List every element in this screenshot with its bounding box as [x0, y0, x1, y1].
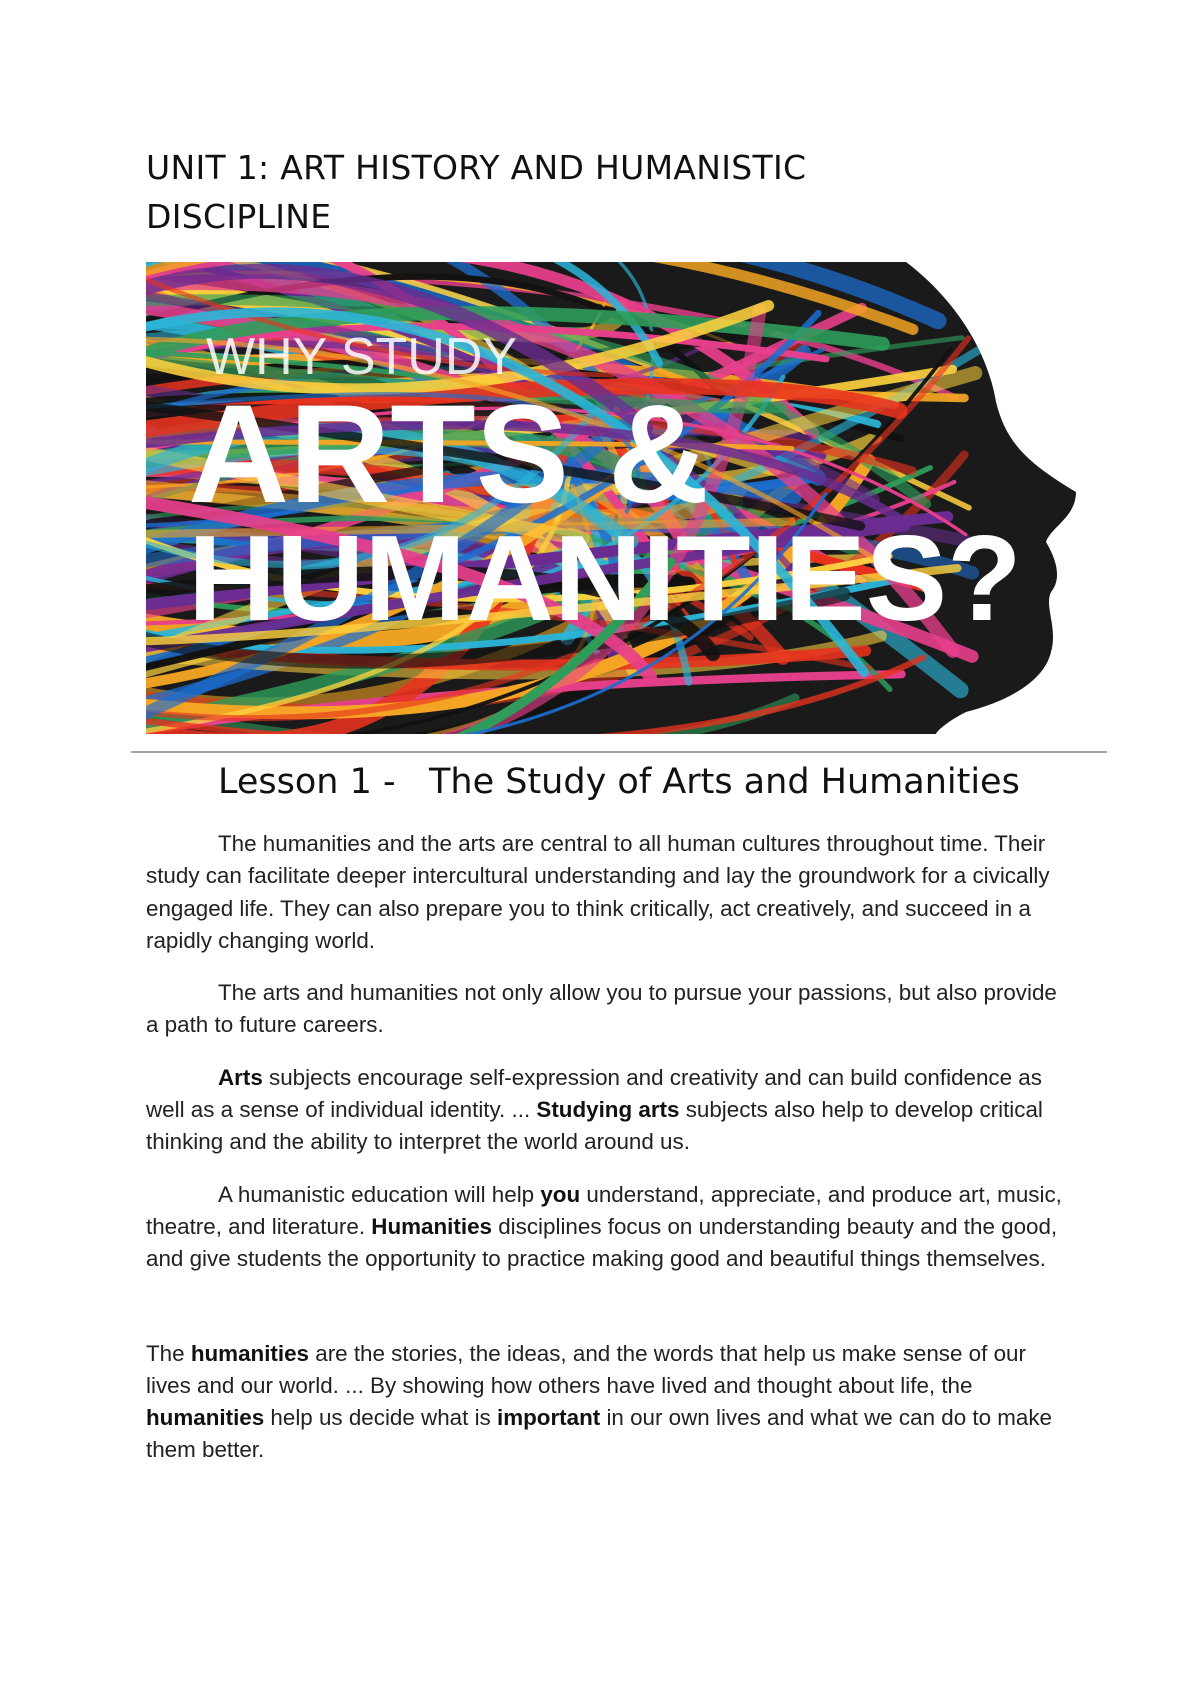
paragraph-3: Arts subjects encourage self-expression and creativity and can build confidence as well as a sense of individual identity. ... Studying arts subjects also help to develop critical thinking and the ability to interpret the world around us.	[146, 1064, 1043, 1155]
bold-studying-arts: Studying arts	[536, 1097, 680, 1123]
bold-arts: Arts	[218, 1064, 263, 1090]
bold-humanities: Humanities	[371, 1213, 492, 1239]
banner-image	[146, 262, 1083, 734]
paragraph-2: The arts and humanities not only allow you to pursue your passions, but also provide a path to future careers.	[146, 980, 1057, 1038]
bold-humanities-1: humanities	[190, 1340, 310, 1366]
banner-line-why-study: WHY STUDY	[206, 328, 518, 386]
unit-title: UNIT 1: ART HISTORY AND HUMANISTIC DISCIPLINE	[146, 148, 807, 236]
lesson-body	[146, 828, 1071, 1487]
banner-artwork	[146, 262, 1083, 734]
bold-you: you	[540, 1181, 581, 1207]
paragraph-5: The humanities are the stories, the ideas, and the words that help us make sense of our lives and our world. ... By showing how others have lived and thought about life, the humanities help us decide what is important in our own lives and what we can do to make them better.	[146, 1340, 1053, 1463]
paragraph-1: The humanities and the arts are central to all human cultures throughout time. Their study can facilitate deeper intercultural understanding and lay the groundwork for a civically engaged life. They can also prepare you to think critically, act creatively, and succeed in a rapidly changing world.	[146, 831, 1050, 953]
bold-important: important	[496, 1405, 601, 1431]
banner-line-humanities: HUMANITIES?	[188, 510, 1022, 646]
paragraph-4: A humanistic education will help you understand, appreciate, and produce art, music, theatre, and literature. Humanities disciplines focus on understanding beauty and the good, and give students the opportunity to practice making good and beautiful things themselves.	[146, 1181, 1062, 1272]
bold-humanities-2: humanities	[146, 1405, 265, 1431]
lesson-title: Lesson 1 - The Study of Arts and Humanities	[218, 762, 1020, 802]
banner-line-arts: ARTS &	[188, 375, 710, 532]
section-divider	[131, 751, 1107, 753]
